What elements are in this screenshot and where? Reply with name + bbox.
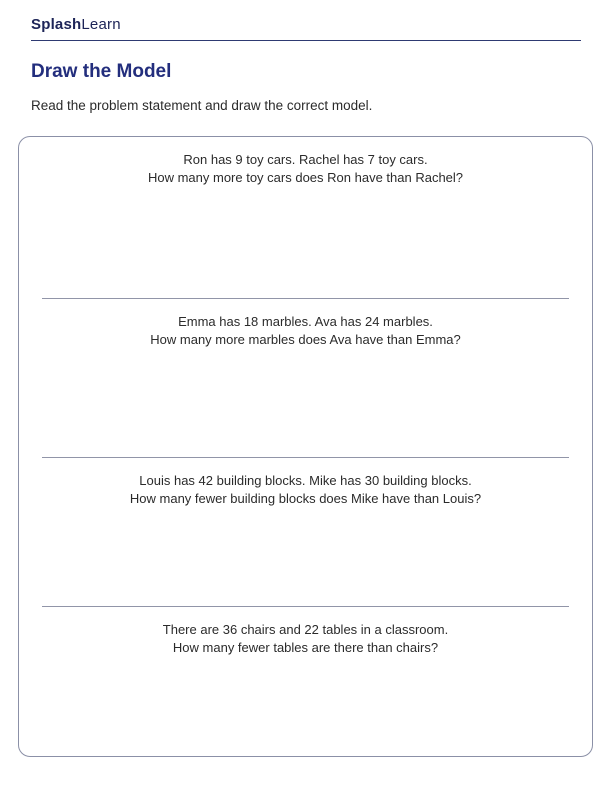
problem-3-line-1: Louis has 42 building blocks. Mike has 30 building blocks. (139, 473, 472, 488)
problem-1-line-1: Ron has 9 toy cars. Rachel has 7 toy cars. (183, 152, 428, 167)
problems-box (18, 136, 593, 757)
problem-2 (19, 299, 592, 457)
problem-1 (19, 137, 592, 298)
problem-4-line-2: How many fewer tables are there than chairs? (172, 640, 439, 655)
problem-3 (19, 458, 592, 606)
problem-2-line-1: Emma has 18 marbles. Ava has 24 marbles. (178, 314, 433, 329)
header-divider (31, 40, 581, 41)
splashlearn-logo (31, 16, 121, 33)
page-title: Draw the Model (31, 61, 172, 82)
problem-4 (19, 607, 592, 756)
problem-4-line-1: There are 36 chairs and 22 tables in a classroom. (162, 622, 449, 637)
instruction-text: Read the problem statement and draw the correct model. (31, 98, 373, 113)
problem-3-line-2: How many fewer building blocks does Mike have than Louis? (129, 491, 482, 506)
problem-2-line-2: How many more marbles does Ava have than Emma? (150, 332, 461, 347)
problem-1-line-2: How many more toy cars does Ron have than Rachel? (147, 170, 464, 185)
logo-text-splash: Splash (31, 16, 82, 33)
logo-text-learn: Learn (81, 16, 121, 33)
